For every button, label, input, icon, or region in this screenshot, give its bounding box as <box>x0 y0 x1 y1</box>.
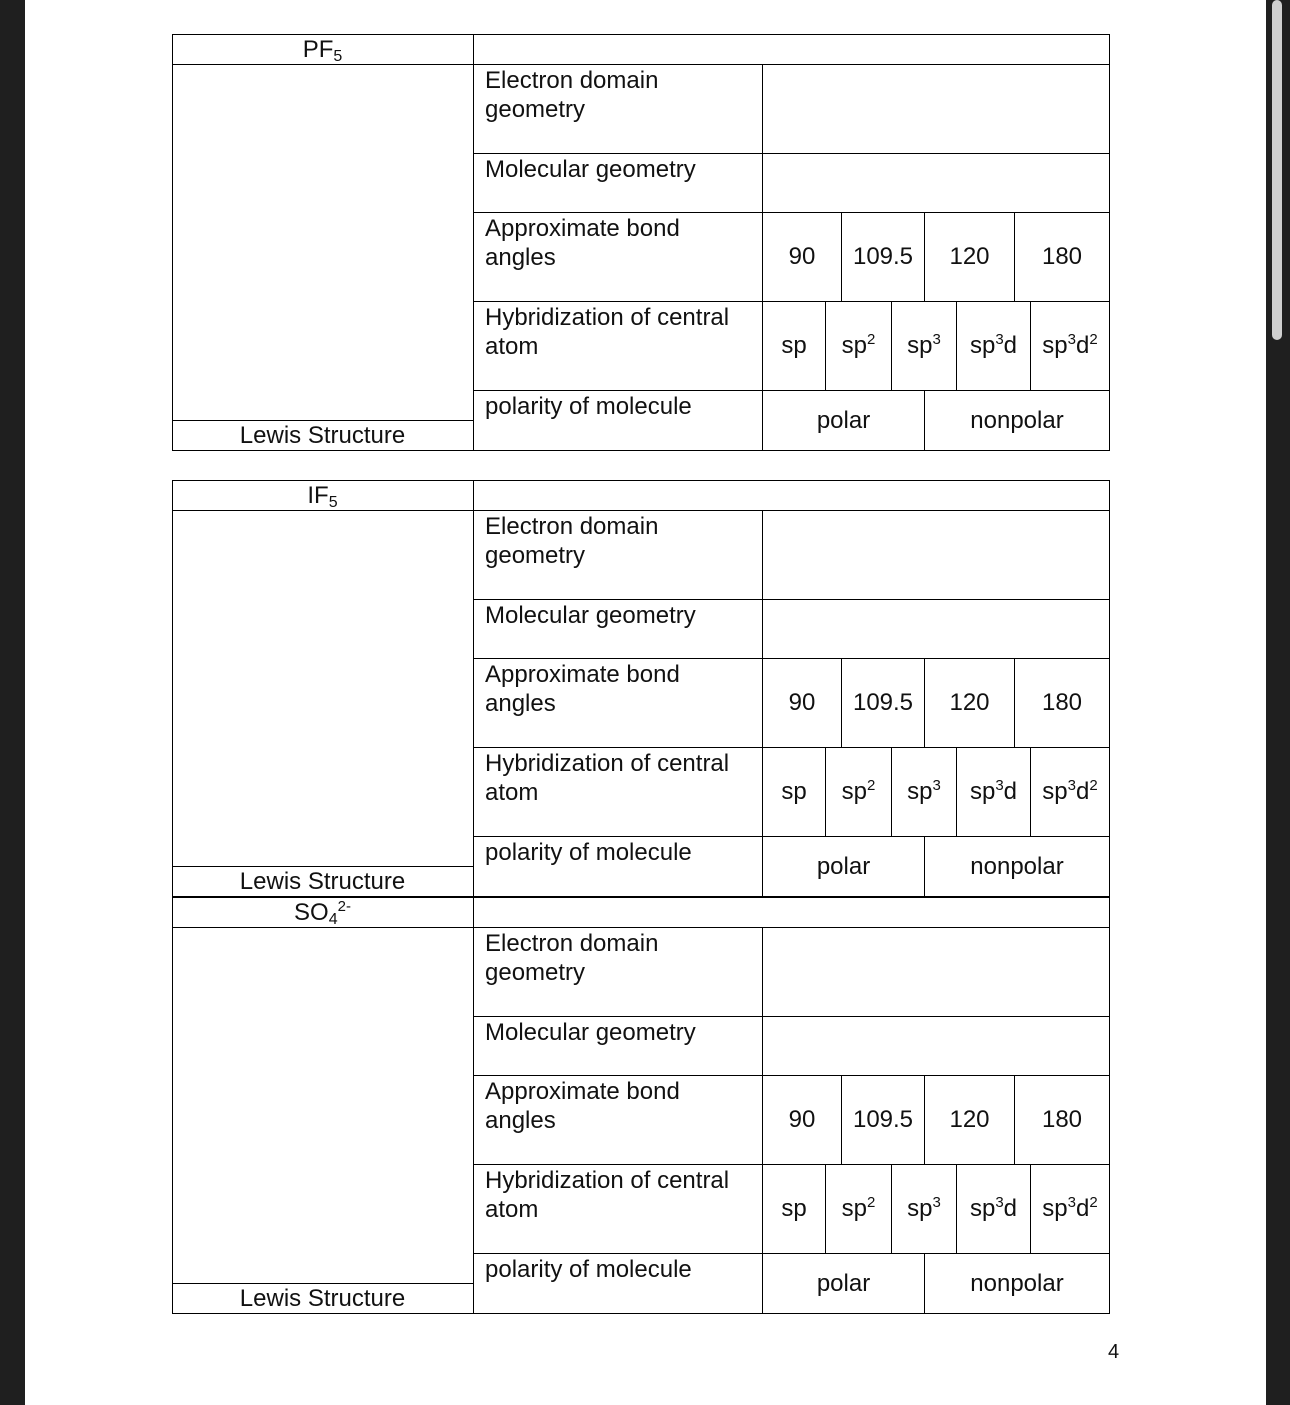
table-bottom-border <box>172 450 1110 451</box>
hybrid-superscript: 2 <box>1089 331 1098 348</box>
lewis-structure-label: Lewis Structure <box>239 868 406 895</box>
hybridization-label-line: atom <box>485 779 539 806</box>
hybrid-base: sp <box>781 1195 807 1222</box>
hybrid-superscript: 3 <box>932 777 941 794</box>
bond-angle-option[interactable]: 90 <box>788 243 816 270</box>
formula-base: IF <box>307 482 329 509</box>
hybrid-base: sp <box>781 332 807 359</box>
lewis-structure-label: Lewis Structure <box>239 422 406 449</box>
bond-angles-label-line: Approximate bond <box>485 1078 680 1105</box>
column-divider <box>473 34 474 451</box>
hybrid-base: sp <box>841 1195 867 1222</box>
table-right-border <box>1109 897 1110 1314</box>
hybrid-base: sp <box>907 332 933 359</box>
electron-domain-answer[interactable] <box>763 928 1109 1016</box>
hybrid-superscript: 3 <box>1067 331 1076 348</box>
bond-angles-label-line: angles <box>485 1107 556 1134</box>
bond-angle-option[interactable]: 120 <box>949 1106 990 1133</box>
hybridization-option[interactable] <box>892 748 956 836</box>
electron-domain-label-line: Electron domain <box>485 513 659 540</box>
formula-subscript: 5 <box>333 48 343 65</box>
molecular-geometry-label: Molecular geometry <box>485 602 696 629</box>
bond-angles-label <box>485 1077 680 1135</box>
hybrid-superscript: 3 <box>995 1194 1004 1211</box>
hybrid-base: sp <box>841 778 867 805</box>
table-right-border <box>1109 480 1110 897</box>
column-divider <box>473 897 474 1314</box>
hybridization-label <box>485 1166 729 1224</box>
nonpolar-option[interactable]: nonpolar <box>970 852 1064 880</box>
molecular-geometry-answer[interactable] <box>763 154 1109 212</box>
hybrid-base: sp <box>1042 778 1068 805</box>
electron-domain-label-line: geometry <box>485 542 586 569</box>
bond-angle-option[interactable]: 109.5 <box>852 689 914 716</box>
electron-domain-label-line: geometry <box>485 96 586 123</box>
hybrid-base: sp <box>907 778 933 805</box>
electron-domain-label <box>485 929 658 987</box>
polar-option[interactable]: polar <box>816 1269 871 1297</box>
hybridization-option[interactable] <box>763 748 825 836</box>
bond-angle-option[interactable]: 109.5 <box>852 1106 914 1133</box>
hybridization-text <box>907 778 941 806</box>
bond-angles-label <box>485 214 680 272</box>
hybridization-option[interactable] <box>892 1165 956 1253</box>
bond-angles-label-line: Approximate bond <box>485 661 680 688</box>
hybridization-text <box>1042 332 1097 360</box>
hybridization-label-line: Hybridization of central <box>485 304 730 331</box>
hybrid-superscript: 3 <box>995 331 1004 348</box>
hybrid-superscript: 2 <box>867 1194 876 1211</box>
hybrid-superscript: 2 <box>1089 1194 1098 1211</box>
nonpolar-option[interactable]: nonpolar <box>970 406 1064 434</box>
bond-angle-option[interactable]: 120 <box>949 689 990 716</box>
nonpolar-option[interactable]: nonpolar <box>970 1269 1064 1297</box>
lewis-structure-box[interactable] <box>173 65 473 420</box>
hybrid-superscript: 2 <box>867 777 876 794</box>
electron-domain-answer[interactable] <box>763 511 1109 599</box>
hybrid-base: sp <box>1042 1195 1068 1222</box>
hybridization-option[interactable] <box>957 1165 1030 1253</box>
hybridization-label-line: atom <box>485 1196 539 1223</box>
hybridization-option[interactable] <box>763 302 825 390</box>
hybridization-label-line: atom <box>485 333 539 360</box>
lewis-structure-box[interactable] <box>173 511 473 866</box>
hybrid-superscript: 3 <box>1067 1194 1076 1211</box>
hybridization-text <box>842 1195 876 1223</box>
hybridization-label-line: Hybridization of central <box>485 1167 730 1194</box>
hybridization-option[interactable] <box>826 1165 891 1253</box>
hybrid-d: d <box>1076 1195 1090 1222</box>
hybrid-base: sp <box>969 332 996 359</box>
lewis-structure-label: Lewis Structure <box>239 1285 406 1312</box>
hybridization-option[interactable] <box>892 302 956 390</box>
polarity-label: polarity of molecule <box>485 393 692 420</box>
electron-domain-label <box>485 66 658 124</box>
formula-base: SO <box>294 899 329 926</box>
bond-angles-label-line: angles <box>485 690 556 717</box>
hybrid-base: sp <box>969 778 996 805</box>
hybrid-d: d <box>1076 778 1090 805</box>
hybrid-superscript: 3 <box>995 777 1004 794</box>
hybridization-text <box>781 1195 806 1223</box>
electron-domain-answer[interactable] <box>763 65 1109 153</box>
molecule-formula <box>172 35 473 64</box>
hybridization-text <box>970 1195 1017 1223</box>
molecule-formula <box>172 898 473 927</box>
bond-angle-option[interactable]: 120 <box>949 243 990 270</box>
hybrid-superscript: 3 <box>932 331 941 348</box>
hybridization-option[interactable] <box>826 748 891 836</box>
polarity-label: polarity of molecule <box>485 839 692 866</box>
bond-angle-option[interactable]: 180 <box>1041 1106 1083 1133</box>
hybrid-superscript: 3 <box>932 1194 941 1211</box>
hybridization-option[interactable] <box>763 1165 825 1253</box>
hybrid-d: d <box>1003 332 1018 359</box>
electron-domain-label-line: Electron domain <box>485 930 659 957</box>
hybrid-d: d <box>1003 778 1018 805</box>
hybridization-label <box>485 749 729 807</box>
molecular-geometry-label: Molecular geometry <box>485 1019 696 1046</box>
electron-domain-label-line: geometry <box>485 959 586 986</box>
table-bottom-border <box>172 1313 1110 1314</box>
hybridization-text <box>842 778 876 806</box>
hybridization-text <box>970 332 1017 360</box>
hybrid-d: d <box>1076 332 1090 359</box>
formula-charge: 2- <box>337 898 351 915</box>
bond-angle-option[interactable]: 90 <box>788 689 816 716</box>
hybrid-base: sp <box>907 1195 933 1222</box>
bond-angle-option[interactable]: 180 <box>1041 243 1083 270</box>
molecular-geometry-label: Molecular geometry <box>485 156 696 183</box>
hybridization-option[interactable] <box>957 748 1030 836</box>
hybrid-base: sp <box>781 778 807 805</box>
hybridization-option[interactable] <box>1031 1165 1109 1253</box>
hybridization-label-line: Hybridization of central <box>485 750 730 777</box>
table-right-border <box>1109 34 1110 451</box>
page-number: 4 <box>1108 1341 1120 1363</box>
electron-domain-label-line: Electron domain <box>485 67 659 94</box>
hybrid-superscript: 2 <box>867 331 876 348</box>
hybrid-superscript: 2 <box>1089 777 1098 794</box>
formula-subscript: 4 <box>328 911 338 928</box>
hybridization-text <box>842 332 876 360</box>
hybridization-option[interactable] <box>957 302 1030 390</box>
hybridization-label <box>485 303 729 361</box>
bond-angle-option[interactable]: 90 <box>788 1106 816 1133</box>
molecular-geometry-answer[interactable] <box>763 600 1109 658</box>
bond-angles-label-line: angles <box>485 244 556 271</box>
hybridization-option[interactable] <box>1031 748 1109 836</box>
bond-angle-option[interactable]: 109.5 <box>852 243 914 270</box>
hybridization-text <box>781 778 806 806</box>
formula-base: PF <box>302 36 334 63</box>
hybrid-base: sp <box>1042 332 1068 359</box>
molecular-geometry-answer[interactable] <box>763 1017 1109 1075</box>
lewis-structure-box[interactable] <box>173 928 473 1283</box>
hybridization-text <box>907 332 941 360</box>
bond-angles-label <box>485 660 680 718</box>
hybridization-text <box>1042 1195 1097 1223</box>
hybrid-d: d <box>1003 1195 1018 1222</box>
hybridization-text <box>1042 778 1097 806</box>
bond-angles-label-line: Approximate bond <box>485 215 680 242</box>
hybridization-text <box>907 1195 941 1223</box>
scrollbar-thumb[interactable] <box>1272 0 1282 340</box>
molecule-formula <box>172 481 473 510</box>
bond-angle-option[interactable]: 180 <box>1041 689 1083 716</box>
hybrid-base: sp <box>969 1195 996 1222</box>
hybridization-text <box>781 332 806 360</box>
hybrid-superscript: 3 <box>1067 777 1076 794</box>
hybrid-base: sp <box>841 332 867 359</box>
hybridization-option[interactable] <box>1031 302 1109 390</box>
column-divider <box>473 480 474 897</box>
hybridization-text <box>970 778 1017 806</box>
polar-option[interactable]: polar <box>816 852 871 880</box>
polar-option[interactable]: polar <box>816 406 871 434</box>
formula-subscript: 5 <box>328 494 338 511</box>
hybridization-option[interactable] <box>826 302 891 390</box>
electron-domain-label <box>485 512 658 570</box>
polarity-label: polarity of molecule <box>485 1256 692 1283</box>
